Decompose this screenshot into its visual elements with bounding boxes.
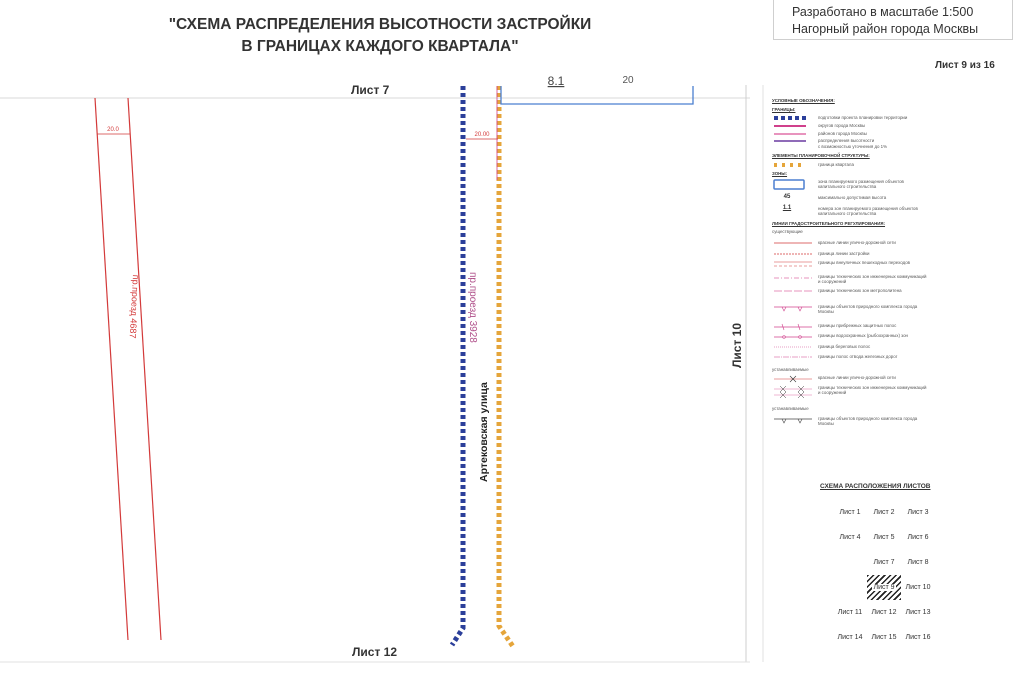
legend-section-zones: ЗОНЫ: [772,171,788,176]
sheet-cell-label: Лист 9 [873,584,895,591]
legend-sample-blue-dots [772,115,812,121]
legend-text: с возможностью уточнения до 1% [818,144,888,149]
sheet-cell [901,550,935,575]
legend-text: номера зон планируемого размещения объектов капитального строительства [818,206,918,217]
sheet-cell [901,500,935,525]
sheet-cell-label: Лист 16 [905,634,931,641]
legend-sample-district [772,131,812,137]
planning-border-line [452,86,463,645]
sheet-cell-label: Лист 8 [907,559,929,566]
passage-4687-label: пр.проезд 4687 [127,274,141,339]
sheet-cell [867,550,901,575]
legend-subsection-existing: существующие [772,229,803,234]
legend-text: районов города Москвы [818,131,867,136]
sheet-cell-label: Лист 14 [837,634,863,641]
red-line-right [128,98,161,640]
legend-sample-zone-box [772,179,812,191]
sheet-cell [833,525,867,550]
sheet-cell-label: Лист 4 [839,534,861,541]
legend-sample-okrug [772,123,812,129]
legend-sample-line [772,304,812,312]
legend-sample-line [772,323,812,331]
red-dimension-label: 20.0 [107,127,119,133]
sheet-cell-label: Лист 15 [871,634,897,641]
red-line-left [95,98,128,640]
sheet-cell-label: Лист 6 [907,534,929,541]
legend-sample-line [772,240,812,246]
legend-text: граница береговых полос [818,344,871,349]
legend-sample-line [772,354,812,360]
legend-text: границы объектов природного комплекса города Москвы [818,416,918,427]
sheet-cell-label: Лист 3 [907,509,929,516]
legend-text: границы водоохранных (рыбоохранных) зон [818,333,908,338]
sheet-scheme-title: СХЕМА РАСПОЛОЖЕНИЯ ЛИСТОВ [820,483,931,490]
sheet-cell [901,525,935,550]
legend-text: подготовки проекта планировки территории [818,115,908,120]
legend-sample-line [772,274,812,282]
legend-text: границы объектов природного комплекса города Москвы [818,304,918,315]
sheet-cell-label: Лист 1 [839,509,861,516]
legend-text: зона планируемого размещения объектов капитального строительства [818,179,904,190]
legend-section-borders: ГРАНИЦЫ: [772,107,796,112]
sheet-cell-label: Лист 7 [873,559,895,566]
legend-text: границы внеуличных пешеходных переходов [818,260,910,265]
legend-sample-line [772,260,812,268]
legend-text: красные линии улично-дорожной сети [818,240,896,245]
legend-text: красные линии улично-дорожной сети [818,375,896,380]
legend-section-elements: ЭЛЕМЕНТЫ ПЛАНИРОВОЧНОЙ СТРУКТУРЫ: [772,153,870,158]
street-dimension-label: 20.00 [474,132,490,138]
sheet-scheme-grid [833,500,935,652]
sheet-cell [833,500,867,525]
sheet-cell-label: Лист 2 [873,509,895,516]
legend-text: округов города Москвы [818,123,866,128]
sheet-cell-label: Лист 5 [873,534,895,541]
neighbor-sheet-bottom: Лист 12 [352,645,398,659]
legend-subsection-planned: устанавливаемые [772,406,809,411]
legend-text: граница линии застройки [818,251,870,256]
sheet-cell [901,600,935,625]
sheet-cell [833,625,867,650]
sheet-cell [867,625,901,650]
sheet-cell-label: Лист 13 [905,609,931,616]
district-text: Нагорный район города Москвы [792,22,979,36]
sheet-counter: Лист 9 из 16 [935,60,995,71]
sheet-cell-label: Лист 11 [837,609,863,616]
sheet-cell [833,550,867,575]
neighbor-sheet-top: Лист 7 [351,83,390,97]
legend-text: границы технических зон инженерных коммуникаций и сооружений [818,385,927,396]
legend-sample-line [772,288,812,294]
street-name-label: Артековская улица [478,382,490,482]
sheet-cell [901,575,935,600]
legend-sample-line [772,333,812,341]
legend-sample-line [772,385,812,399]
sheet-cell [867,500,901,525]
sheet-cell [867,600,901,625]
legend-sample-height [772,138,812,144]
plan-title-line-1: "СХЕМА РАСПРЕДЕЛЕНИЯ ВЫСОТНОСТИ ЗАСТРОЙКИ [168,16,592,33]
legend-text: граница квартала [818,162,854,167]
neighbor-sheet-right: Лист 10 [730,322,744,368]
zone-boundary [501,86,693,104]
zone-height-label: 20 [622,75,634,86]
scale-text: Разработано в масштабе 1:500 [792,5,974,19]
sheet-cell [901,625,935,650]
passage-3928-label: пр.проезд 3928 [467,272,478,343]
legend-sample-line [772,251,812,257]
sheet-cell-label: Лист 10 [905,584,931,591]
legend-text: границы полос отвода железных дорог [818,354,898,359]
sheet-cell [833,575,867,600]
legend-text: границы технических зон инженерных коммуникаций и сооружений [818,274,927,285]
quarter-border-line [499,86,514,648]
legend-section-lines: ЛИНИИ ГРАДОСТРОИТЕЛЬНОГО РЕГУЛИРОВАНИЯ: [772,221,886,226]
legend-text: максимально допустимая высота [818,195,887,200]
legend-text: границы технических зон метрополитена [818,288,902,293]
legend-sample-line [772,344,812,350]
zone-number-label: 8.1 [547,74,565,88]
legend-sample-height-value: 45 [783,194,791,200]
sheet-cell-active [867,575,901,600]
legend-title: УСЛОВНЫЕ ОБОЗНАЧЕНИЯ: [772,98,835,103]
legend-sample-zone-number: 1.1 [782,205,792,211]
legend-subsection-cancelled: устанавливаемые [772,367,809,372]
plan-title-line-2: В ГРАНИЦАХ КАЖДОГО КВАРТАЛА" [241,38,519,55]
sheet-cell [867,525,901,550]
legend-sample-orange-dots [772,162,812,168]
legend-sample-line [772,375,812,383]
legend-text: распределения высотности [818,138,875,143]
sheet-cell-label: Лист 12 [871,609,897,616]
legend-sample-line [772,416,812,426]
sheet-cell [833,600,867,625]
legend-text: границы прибрежных защитных полос [818,323,897,328]
